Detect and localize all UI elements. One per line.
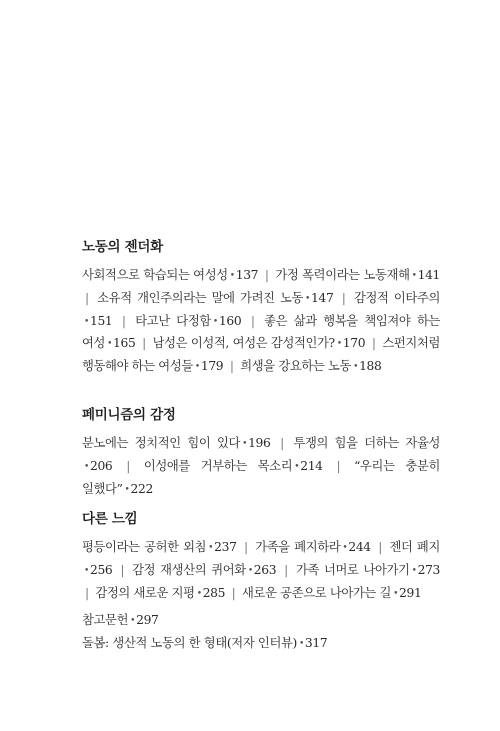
entry-page: 151 [89,313,113,328]
section-entries [82,537,440,605]
entry-title: 이성애를 거부하는 목소리 [143,458,293,473]
entry-title: “우리는 충분히 일했다” [82,458,440,496]
entry-title: 남성은 이성적, 여성은 감성적인가? [152,336,335,351]
section-entries [82,265,440,379]
reference-line [82,633,440,656]
entry-page: 263 [253,562,277,577]
entry-separator: | [280,436,284,450]
entry-page: 188 [359,359,382,374]
bullet-dot: • [298,638,304,649]
entry-page: 291 [399,585,422,600]
section-title: 노동의 젠더화 [82,239,163,255]
bullet-dot: • [124,484,130,495]
entry-page: 160 [218,313,242,328]
references-block [82,610,440,656]
toc-section [82,511,440,605]
entry-page: 179 [200,359,224,374]
entry-title: 스펀지처럼 행동해야 하는 여성들 [82,336,440,374]
entry-separator: | [229,359,234,374]
entry-separator: | [85,585,89,600]
entry-separator: | [120,562,125,577]
entry-title: 타고난 다정함 [135,313,211,328]
toc-section [82,239,440,379]
toc-section [82,407,440,501]
entry-separator: | [126,458,130,473]
entry-separator: | [142,336,146,351]
entry-title: 가정 폭력이라는 노동재해 [275,268,410,282]
bullet-dot: • [411,565,417,576]
entry-page: 237 [214,540,237,554]
section-title: 페미니즘의 감정 [82,407,176,423]
entry-title: 가족 너머로 나아가기 [295,562,410,577]
reference-title: 돌봄: 생산적 노동의 한 형태(저자 인터뷰) [82,635,297,650]
bullet-dot: • [84,461,89,472]
entry-page: 222 [130,481,153,496]
bullet-dot: • [229,271,235,281]
reference-line [82,610,440,633]
section-title: 다른 느낌 [82,511,138,527]
bullet-dot: • [294,461,300,472]
entry-title: 좋은 삶과 행복을 책임져야 하는 여성 [82,313,441,351]
entry-page: 206 [89,458,113,473]
entry-page: 196 [248,436,271,450]
bullet-dot: • [107,339,113,350]
entry-separator: | [336,458,341,473]
entry-title: 분노에는 정치적인 힘이 있다 [82,436,241,450]
entry-separator: | [284,562,288,577]
reference-title: 참고문헌 [82,613,129,627]
entry-page: 273 [417,562,441,577]
entry-page: 256 [89,562,113,577]
bullet-dot: • [242,439,248,449]
reference-page: 317 [304,635,328,650]
entry-title: 소유적 개인주의라는 말에 가려진 노동 [97,290,304,305]
bullet-dot: • [212,316,218,327]
entry-title: 투쟁의 힘을 더하는 자율성 [293,436,441,450]
entry-separator: | [250,313,255,328]
entry-page: 244 [348,540,371,554]
bullet-dot: • [336,339,342,350]
bullet-dot: • [194,362,200,373]
entry-page: 214 [300,458,323,473]
bullet-dot: • [411,271,417,281]
bullet-dot: • [353,362,359,373]
entry-title: 젠더 폐지 [389,540,440,554]
entry-page: 170 [342,336,366,351]
entry-page: 285 [202,585,226,600]
entry-separator: | [231,585,236,600]
bullet-dot: • [247,565,253,576]
bullet-dot: • [84,565,89,576]
bullet-dot: • [208,543,214,553]
entry-title: 감정의 새로운 지평 [95,585,195,600]
entry-title: 희생을 강요하는 노동 [240,359,352,374]
entry-title: 감정 재생산의 퀴어화 [132,562,246,577]
entry-separator: | [121,313,126,328]
entry-title: 평등이라는 공허한 외침 [82,540,207,554]
entry-separator: | [378,540,382,554]
entry-separator: | [264,268,269,282]
entry-title: 가족을 폐지하라 [255,540,341,554]
bullet-dot: • [84,316,89,327]
entry-separator: | [371,336,376,351]
entry-title: 사회적으로 학습되는 여성성 [82,268,228,282]
bullet-dot: • [130,616,136,626]
bullet-dot: • [196,588,202,599]
reference-page: 297 [136,613,159,627]
bullet-dot: • [342,543,348,553]
section-entries [82,433,440,501]
entry-page: 141 [417,268,441,282]
entry-separator: | [341,290,346,305]
entry-page: 147 [311,290,334,305]
bullet-dot: • [393,588,399,599]
entry-page: 165 [113,336,136,351]
entry-separator: | [85,290,89,305]
bullet-dot: • [305,293,311,304]
entry-separator: | [244,540,248,554]
entry-page: 137 [235,268,259,282]
entry-title: 새로운 공존으로 나아가는 길 [242,585,392,600]
entry-title: 감정적 이타주의 [353,290,441,305]
